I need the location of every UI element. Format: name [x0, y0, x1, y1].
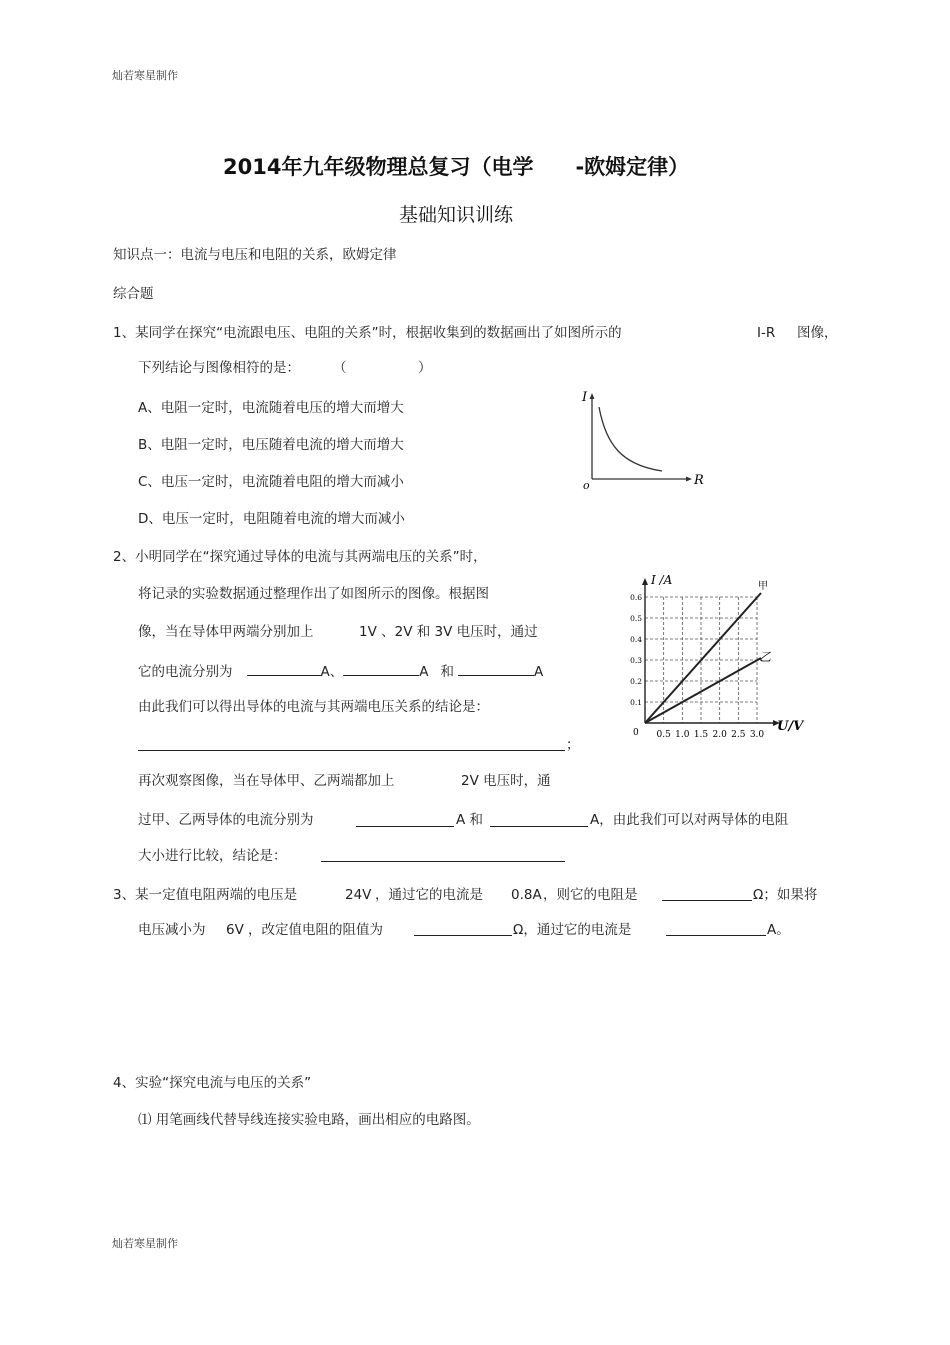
- x-tick-label: 1.0: [675, 730, 690, 740]
- q2-line4: [138, 661, 543, 681]
- q3-blank-current[interactable]: [666, 920, 766, 936]
- ir-x-label: R: [694, 473, 704, 488]
- ir-y-arrow: [590, 393, 595, 399]
- q3-line1-d: Ω；如果将: [753, 887, 818, 903]
- q1-paren-close: ）: [418, 360, 432, 376]
- q3-line2-a: 电压减小为: [138, 922, 206, 938]
- q2-blank-4[interactable]: [356, 811, 454, 827]
- y-tick-label: 0.6: [630, 593, 642, 602]
- q3-line2-c: Ω，通过它的电流是: [513, 922, 632, 938]
- ir-graph: [570, 385, 720, 495]
- q2-blank-2[interactable]: [343, 661, 419, 676]
- ir-curve: [599, 407, 662, 471]
- q2-unit-2: A: [419, 664, 429, 680]
- ir-x-arrow: [686, 477, 692, 482]
- q2-conclusion-blank[interactable]: [138, 734, 565, 751]
- q1-tag: I-R: [757, 325, 776, 341]
- q2-line3-b: 1V 、2V 和 3V 电压时，通过: [359, 624, 538, 640]
- q4-sub1: ⑴ 用笔画线代替导线连接实验电路，画出相应的电路图。: [138, 1112, 480, 1128]
- q2-line8-c: A，由此我们可以对两导体的电阻: [590, 812, 789, 828]
- header-maker: 灿若寒星制作: [112, 69, 178, 82]
- q2-line3-a: 像，当在导体甲两端分别加上: [138, 624, 314, 640]
- footer-maker: 灿若寒星制作: [112, 1237, 178, 1250]
- x-tick-label: 2.5: [731, 730, 746, 740]
- q3-voltage-2: 6V: [226, 922, 244, 938]
- q1-paren-open: （: [333, 360, 347, 376]
- q2-line7-b: 2V 电压时，通: [461, 773, 551, 789]
- q2-blank-6[interactable]: [321, 845, 565, 862]
- q3-line2-b: ，改定值电阻的阻值为: [248, 922, 383, 938]
- ir-y-label: I: [582, 390, 588, 405]
- iu-graph: [615, 573, 815, 748]
- iu-y-arrow: [642, 578, 648, 585]
- q2-line1: 2、小明同学在“探究通过导体的电流与其两端电压的关系”时，: [113, 549, 487, 565]
- title-year: 2014: [223, 155, 282, 179]
- y-tick-label: 0.1: [630, 698, 642, 707]
- q1-option-d: D、电压一定时，电阻随着电流的增大而减小: [138, 511, 405, 527]
- page-subtitle: 基础知识训练: [399, 204, 514, 226]
- q2-sep: 、: [329, 664, 344, 680]
- q3-blank-resistance[interactable]: [662, 885, 752, 901]
- q3-current-1: 0.8A: [511, 887, 542, 903]
- q3-voltage-1: 24V: [345, 887, 372, 903]
- q3-blank-resistance-2[interactable]: [414, 920, 512, 936]
- q2-unit-1: A: [320, 664, 330, 680]
- q2-unit-3: A: [534, 664, 544, 680]
- y-tick-label: 0.4: [630, 635, 642, 644]
- knowledge-point: 知识点一：电流与电压和电阻的关系，欧姆定律: [113, 247, 397, 263]
- q2-line8-a: 过甲、乙两导体的电流分别为: [138, 812, 314, 828]
- q2-line2: 将记录的实验数据通过整理作出了如图所示的图像。根据图: [138, 586, 489, 602]
- q2-line4-label: 它的电流分别为: [138, 664, 233, 680]
- x-tick-label: 0.5: [656, 730, 671, 740]
- q2-and: 和: [440, 664, 454, 680]
- q4-line1: 4、实验“探究电流与电压的关系”: [113, 1075, 312, 1091]
- q2-line9: 大小进行比较，结论是：: [138, 848, 287, 864]
- q1-option-c: C、电压一定时，电流随着电阻的增大而减小: [138, 474, 404, 490]
- q2-semicolon: ；: [566, 737, 580, 753]
- page-title: [223, 151, 689, 181]
- title-suffix: -欧姆定律）: [575, 155, 690, 179]
- iu-y-label: I /A: [651, 573, 673, 587]
- iu-x-label: U/V: [777, 719, 804, 734]
- series-yi-line: [645, 658, 761, 723]
- q3-line2-d: A。: [767, 922, 790, 938]
- question-category: 综合题: [113, 286, 154, 302]
- series-yi-label: 乙: [759, 650, 772, 664]
- y-tick-label: 0.3: [630, 656, 642, 665]
- q2-line8-b: A 和: [456, 812, 484, 828]
- q2-line5: 由此我们可以得出导体的电流与其两端电压关系的结论是：: [138, 699, 489, 715]
- title-main: 年九年级物理总复习（电学: [281, 155, 534, 179]
- q2-blank-5[interactable]: [490, 811, 588, 827]
- q2-blank-3[interactable]: [458, 661, 534, 676]
- q1-line1-end: 图像，: [797, 325, 838, 341]
- q1-option-b: B、电阻一定时，电压随着电流的增大而增大: [138, 437, 404, 453]
- q3-line1-c: ，则它的电阻是: [543, 887, 638, 903]
- x-tick-label: 3.0: [749, 730, 765, 740]
- q1-line2: 下列结论与图像相符的是：: [138, 360, 300, 376]
- y-tick-label: 0.2: [630, 677, 642, 686]
- iu-origin: 0: [633, 728, 639, 738]
- q1-line1: 1、某同学在探究“电流跟电压、电阻的关系”时，根据收集到的数据画出了如图所示的: [113, 325, 622, 341]
- ir-origin: o: [583, 479, 590, 492]
- series-jia-line: [645, 593, 761, 723]
- q3-line1-a: 3、某一定值电阻两端的电压是: [113, 887, 298, 903]
- y-tick-label: 0.5: [630, 614, 642, 623]
- q1-option-a: A、电阻一定时，电流随着电压的增大而增大: [138, 400, 404, 416]
- q2-blank-1[interactable]: [247, 661, 321, 676]
- q2-line7-a: 再次观察图像，当在导体甲、乙两端都加上: [138, 773, 395, 789]
- x-tick-label: 1.5: [693, 730, 709, 740]
- series-jia-label: 甲: [758, 581, 768, 592]
- q3-line1-b: ，通过它的电流是: [375, 887, 483, 903]
- x-tick-label: 2.0: [712, 730, 727, 740]
